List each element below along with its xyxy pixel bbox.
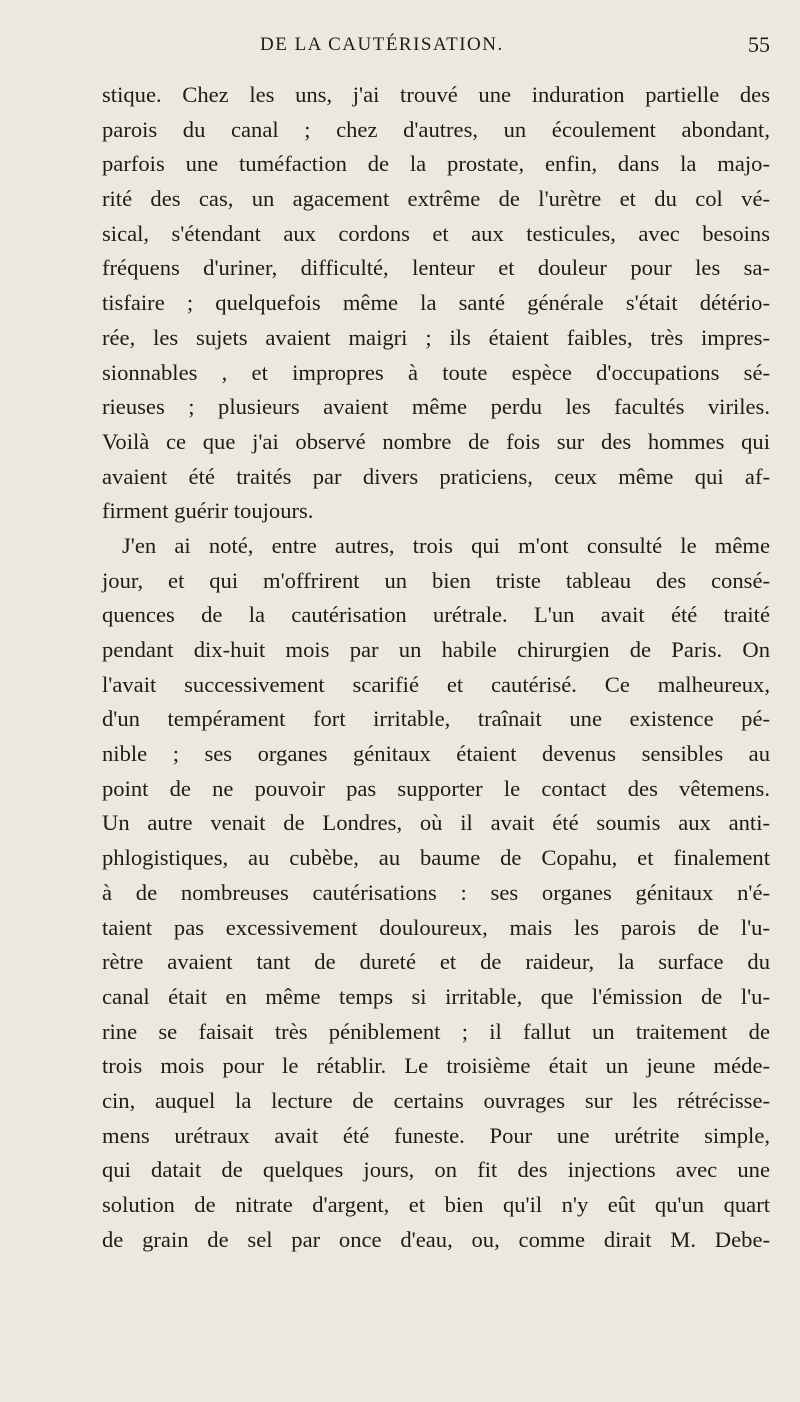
text-line: rètre avaient tant de dureté et de raideur, la surface du (102, 949, 770, 975)
text-line: sionnables , et impropres à toute espèce d'occupations sé- (102, 359, 770, 385)
text-line: stique. Chez les uns, j'ai trouvé une induration partielle des (102, 82, 770, 107)
text-line: de grain de sel par once d'eau, ou, comme dirait M. Debe- (102, 1226, 770, 1252)
text-line: tisfaire ; quelquefois même la santé générale s'était détério- (102, 290, 770, 316)
text-line: point de ne pouvoir pas supporter le contact des vêtemens. (102, 775, 770, 801)
running-title: DE LA CAUTÉRISATION. (260, 34, 504, 55)
body-text (102, 78, 770, 1257)
text-line: rée, les sujets avaient maigri ; ils étaient faibles, très impres- (102, 324, 770, 350)
text-line: rieuses ; plusieurs avaient même perdu les facultés viriles. (102, 394, 770, 420)
text-line: à de nombreuses cautérisations : ses organes génitaux n'é- (102, 879, 770, 905)
page-header (100, 28, 770, 64)
text-line: jour, et qui m'offrirent un bien triste tableau des consé- (102, 567, 770, 593)
text-line: parfois une tuméfaction de la prostate, enfin, dans la majo- (102, 151, 770, 177)
text-line: canal était en même temps si irritable, que l'émission de l'u- (102, 983, 770, 1009)
page-number: 55 (748, 32, 770, 57)
text-line: phlogistiques, au cubèbe, au baume de Copahu, et finalement (102, 845, 770, 871)
text-line: avaient été traités par divers praticiens, ceux même qui af- (102, 463, 770, 489)
text-line: Voilà ce que j'ai observé nombre de fois sur des hommes qui (102, 428, 770, 454)
text-line: d'un tempérament fort irritable, traînait une existence pé- (102, 706, 770, 732)
text-line: cin, auquel la lecture de certains ouvrages sur les rétrécisse- (102, 1087, 770, 1113)
text-line: fréquens d'uriner, difficulté, lenteur et douleur pour les sa- (102, 255, 770, 281)
text-line: taient pas excessivement douloureux, mais les parois de l'u- (102, 914, 770, 940)
text-line: mens urétraux avait été funeste. Pour une urétrite simple, (102, 1122, 770, 1148)
text-line: quences de la cautérisation urétrale. L'un avait été traité (102, 602, 770, 628)
text-line: pendant dix-huit mois par un habile chirurgien de Paris. On (102, 637, 770, 662)
text-line: sical, s'étendant aux cordons et aux testicules, avec besoins (102, 220, 770, 246)
text-line: nible ; ses organes génitaux étaient devenus sensibles au (102, 741, 770, 767)
text-line: trois mois pour le rétablir. Le troisième était un jeune méde- (102, 1053, 770, 1079)
text-line: qui datait de quelques jours, on fit des injections avec une (102, 1157, 770, 1183)
paragraph-end-line: firment guérir toujours. (102, 498, 314, 524)
text-line: Un autre venait de Londres, où il avait été soumis aux anti- (102, 810, 770, 836)
text-line: l'avait successivement scarifié et cautérisé. Ce malheureux, (102, 671, 770, 697)
paragraph-start-line: J'en ai noté, entre autres, trois qui m'ont consulté le même (122, 532, 770, 558)
text-line: rité des cas, un agacement extrême de l'urètre et du col vé- (102, 186, 770, 212)
text-line: parois du canal ; chez d'autres, un écoulement abondant, (102, 116, 770, 142)
text-line: solution de nitrate d'argent, et bien qu'il n'y eût qu'un quart (102, 1192, 770, 1217)
text-line: rine se faisait très péniblement ; il fallut un traitement de (102, 1018, 770, 1044)
